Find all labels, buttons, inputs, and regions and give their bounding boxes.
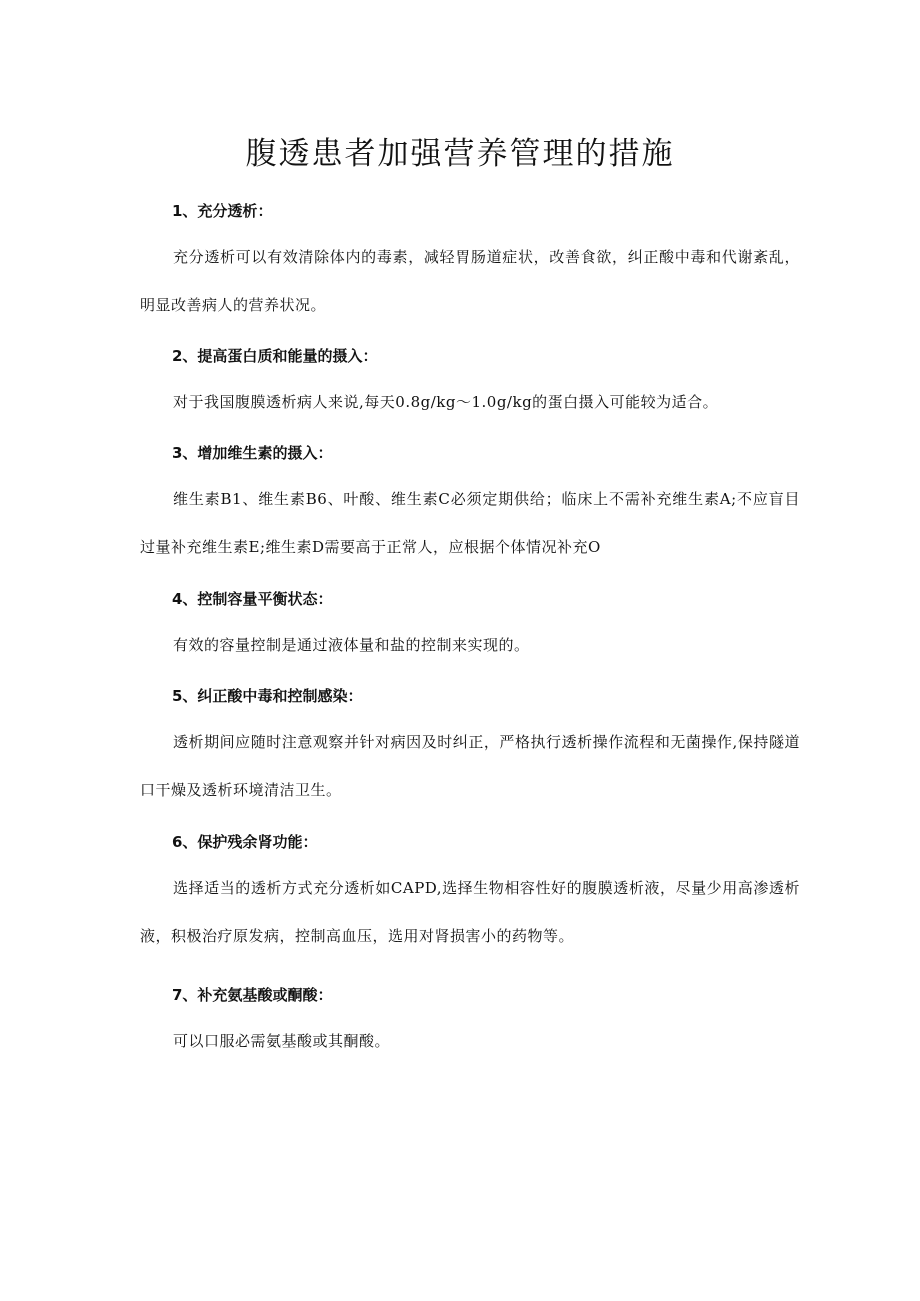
document-title: 腹透患者加强营养管理的措施 (245, 136, 675, 172)
section-text-3: 维生素B1、维生素B6、叶酸、维生素C必须定期供给；临床上不需补充维生素A;不应盲目过量补充维生素E;维生素D需要高于正常人，应根据个体情况补充O (140, 490, 800, 556)
section-text-6: 选择适当的透析方式充分透析如CAPD,选择生物相容性好的腹膜透析液，尽量少用高渗透析液，积极治疗原发病，控制高血压，选用对肾损害小的药物等。 (140, 879, 800, 945)
section-text-2: 对于我国腹膜透析病人来说,每天0.8g/kg～1.0g/kg的蛋白摄入可能较为适合。 (173, 393, 719, 411)
section-heading-3: 3、增加维生素的摄入： (172, 444, 333, 462)
section-heading-6: 6、保护残余肾功能： (172, 833, 318, 851)
section-heading-7: 7、补充氨基酸或酮酸： (172, 986, 333, 1004)
section-text-5: 透析期间应随时注意观察并针对病因及时纠正，严格执行透析操作流程和无菌操作,保持隧道口干燥及透析环境清洁卫生。 (140, 733, 800, 799)
section-text-4: 有效的容量控制是通过液体量和盐的控制来实现的。 (173, 636, 530, 654)
section-heading-1: 1、充分透析： (172, 202, 273, 220)
section-text-7: 可以口服必需氨基酸或其酮酸。 (173, 1032, 391, 1050)
section-text-1: 充分透析可以有效清除体内的毒素，减轻胃肠道症状，改善食欲，纠正酸中毒和代谢紊乱，明显改善病人的营养状况。 (140, 248, 800, 314)
section-heading-2: 2、提高蛋白质和能量的摄入： (172, 347, 378, 365)
section-heading-4: 4、控制容量平衡状态： (172, 590, 333, 608)
section-heading-5: 5、纠正酸中毒和控制感染： (172, 687, 363, 705)
